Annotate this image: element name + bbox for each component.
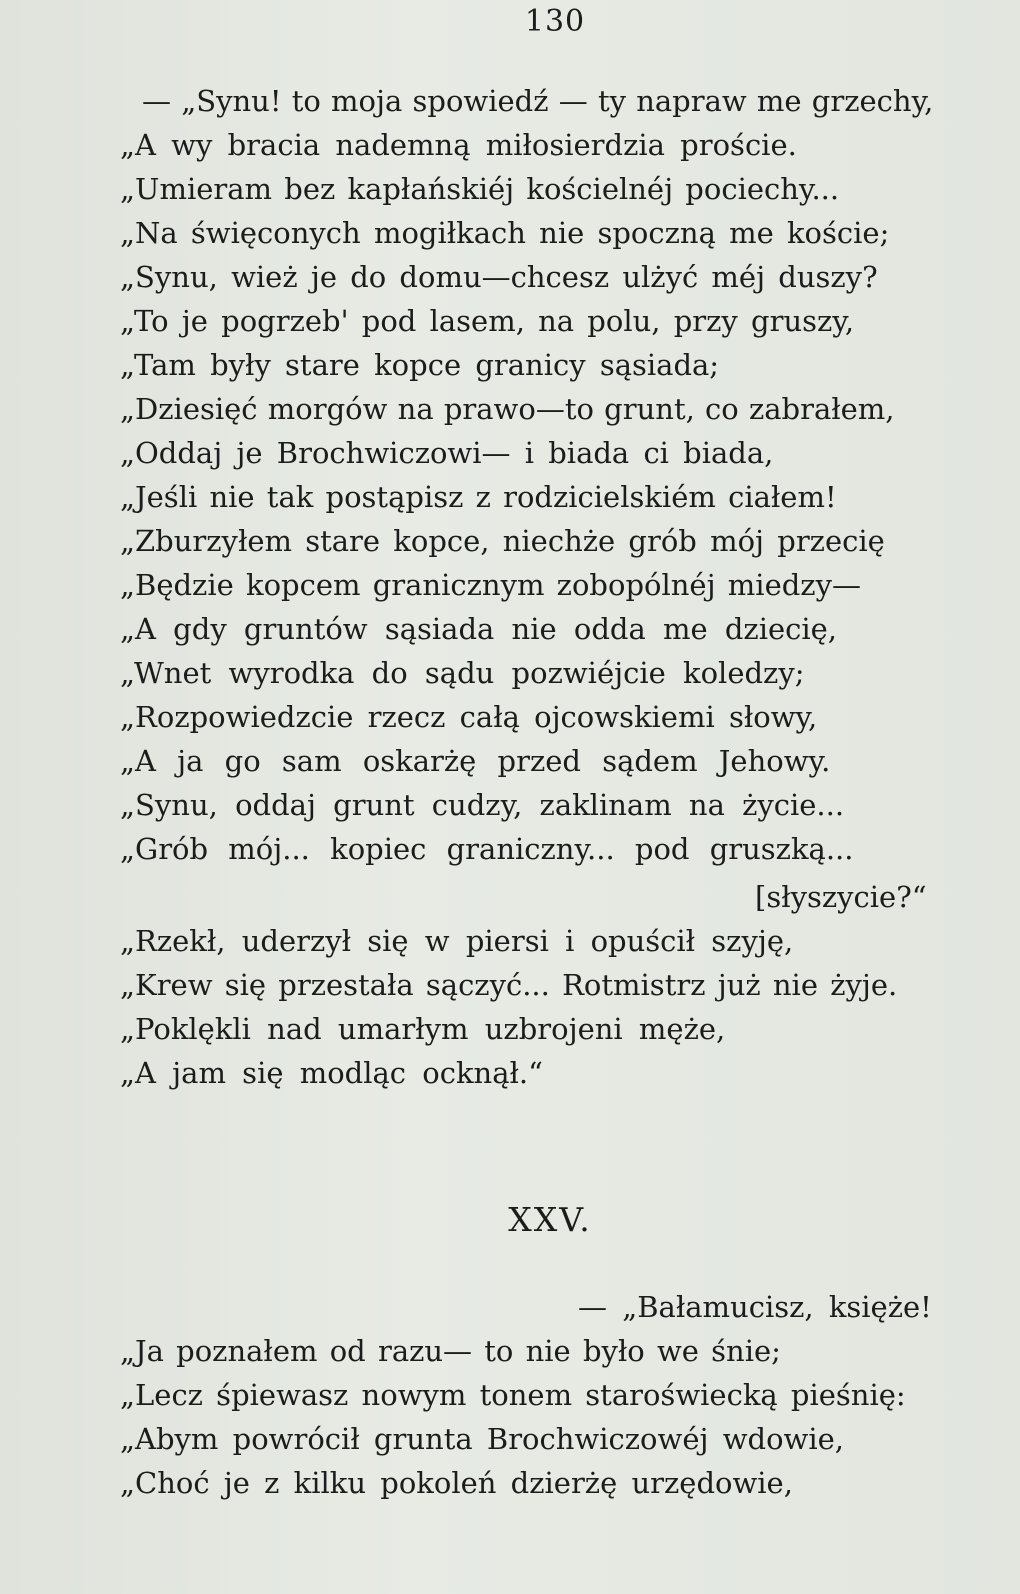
verse-line: „Oddaj je Brochwiczowi— i biada ci biada,	[120, 436, 774, 470]
verse-line: „A wy bracia nademną miłosierdzia proście.	[120, 128, 797, 162]
verse-line: „To je pogrzeb' pod lasem, na polu, przy gruszy,	[120, 304, 855, 338]
verse-line: — „Synu! to moja spowiedź — ty napraw me grzechy,	[142, 84, 934, 118]
verse-line: „Krew się przestała sączyć... Rotmistrz już nie żyje.	[120, 968, 898, 1002]
verse-line: „A jam się modląc ocknął.“	[120, 1056, 543, 1090]
verse-line: — „Bałamucisz, księże!	[578, 1290, 932, 1324]
verse-line: „Wnet wyrodka do sądu pozwiéjcie koledzy;	[120, 656, 805, 690]
verse-line: „Ja poznałem od razu— to nie było we śnie;	[120, 1334, 781, 1368]
verse-line: „Umieram bez kapłańskiéj kościelnéj pociechy...	[120, 172, 840, 206]
verse-line-continuation: [słyszycie?“	[755, 880, 927, 914]
verse-line: „Synu, wież je do domu—chcesz ulżyć méj duszy?	[120, 260, 878, 294]
verse-line: „Lecz śpiewasz nowym tonem staroświecką pieśnię:	[120, 1378, 906, 1412]
verse-line: „Na święconych mogiłkach nie spoczną me koście;	[120, 216, 890, 250]
verse-line: „Rozpowiedzcie rzecz całą ojcowskiemi słowy,	[120, 700, 818, 734]
verse-line: „Dziesięć morgów na prawo—to grunt, co zabrałem,	[120, 392, 895, 426]
verse-line: „A ja go sam oskarżę przed sądem Jehowy.	[120, 744, 831, 778]
verse-line: „Poklękli nad umarłym uzbrojeni męże,	[120, 1012, 726, 1046]
verse-line: „Rzekł, uderzył się w piersi i opuścił szyję,	[120, 924, 794, 958]
verse-line: „Zburzyłem stare kopce, niechże grób mój przecię	[120, 524, 885, 558]
verse-line: „Jeśli nie tak postąpisz z rodzicielskiém ciałem!	[120, 480, 837, 514]
verse-line: „Abym powrócił grunta Brochwiczowéj wdowie,	[120, 1422, 845, 1456]
verse-line: „Synu, oddaj grunt cudzy, zaklinam na życie...	[120, 788, 845, 822]
verse-line: „A gdy gruntów sąsiada nie odda me dziecię,	[120, 612, 838, 646]
verse-line: „Choć je z kilku pokoleń dzierżę urzędowie,	[120, 1466, 793, 1500]
verse-line: „Tam były stare kopce granicy sąsiada;	[120, 348, 720, 382]
verse-line: „Będzie kopcem granicznym zobopólnéj miedzy—	[120, 568, 861, 602]
page-number: 130	[524, 4, 586, 39]
verse-line: „Grób mój... kopiec graniczny... pod gruszką...	[120, 832, 854, 866]
chapter-heading: XXV.	[508, 1200, 592, 1239]
